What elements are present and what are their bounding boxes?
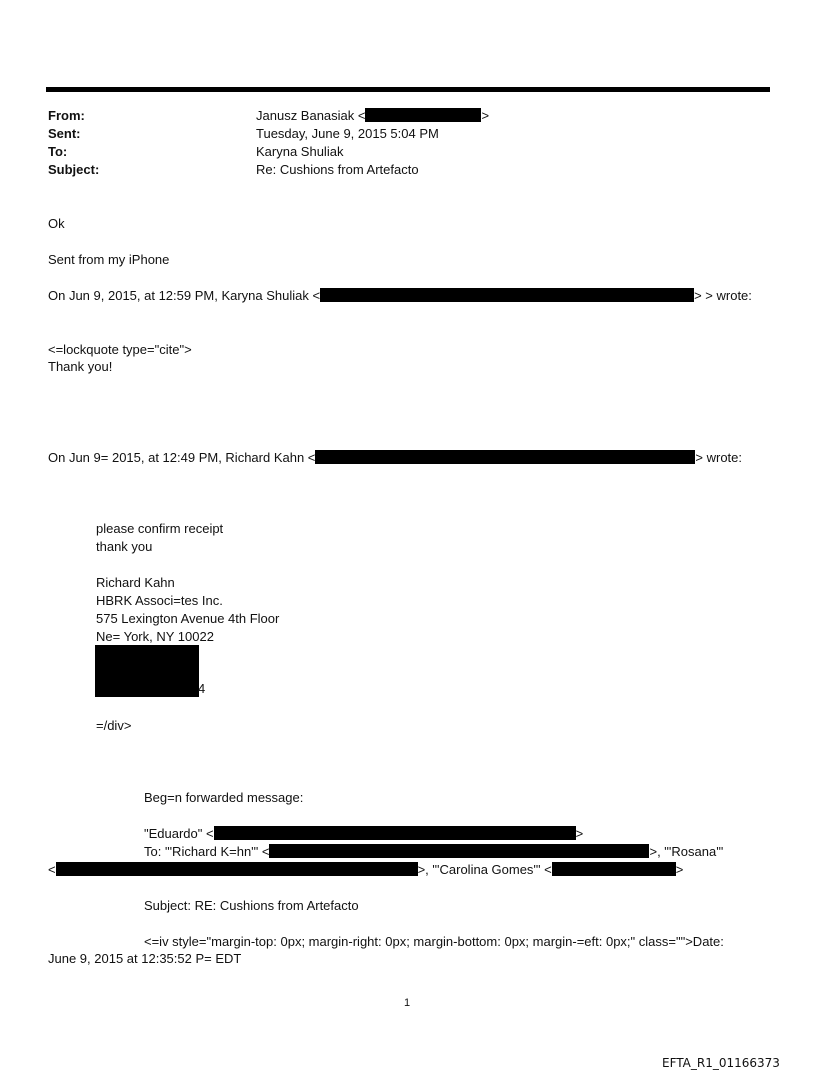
forwarded-to-continued — [48, 861, 683, 879]
subject-value: Re: Cushions from Artefacto — [256, 162, 419, 177]
redaction-bar — [320, 288, 694, 302]
forwarded-to-continued-tail: > — [675, 862, 684, 877]
from-name: Janusz Banasiak < — [256, 108, 366, 123]
redaction-bar — [365, 108, 481, 122]
bates-number: EFTA_R1_01166373 — [662, 1056, 780, 1070]
forwarded-from — [144, 825, 583, 843]
from-value — [256, 107, 489, 125]
to-label: To: — [48, 144, 68, 159]
redaction-bar — [214, 826, 576, 840]
div-close-tag: =/div> — [96, 718, 132, 733]
forwarded-div-line-2: June 9, 2015 at 12:35:52 P= EDT — [48, 951, 242, 966]
forwarded-from-name: "Eduardo" < — [144, 826, 214, 841]
thanks-text: Thank you! — [48, 359, 113, 374]
header-rule — [46, 87, 770, 92]
quote-header-2-prefix: On Jun 9= 2015, at 12:49 PM, Richard Kahn < — [48, 450, 316, 465]
sent-value: Tuesday, June 9, 2015 5:04 PM — [256, 126, 439, 141]
forwarded-div-line-1: <=iv style="margin-top: 0px; margin-right: 0px; margin-bottom: 0px; margin-=eft: 0px;" class="">Date: — [144, 934, 724, 949]
lockquote-tag: <=lockquote type="cite"> — [48, 342, 192, 357]
forwarded-subject: Subject: RE: Cushions from Artefacto — [144, 898, 359, 913]
signature-city: Ne= York, NY 10022 — [96, 629, 214, 644]
subject-label: Subject: — [48, 162, 100, 177]
sent-label: Sent: — [48, 126, 81, 141]
redaction-bar — [56, 862, 418, 876]
mobile-signature: Sent from my iPhone — [48, 252, 170, 267]
quote-header-2 — [48, 449, 742, 467]
reply-text: Ok — [48, 216, 65, 231]
confirm-text: please confirm receipt — [96, 521, 224, 536]
forwarded-header: Beg=n forwarded message: — [144, 790, 304, 805]
redaction-bar — [269, 844, 649, 858]
forwarded-to-continued-prefix: < — [48, 862, 56, 877]
quote-header-1-prefix: On Jun 9, 2015, at 12:59 PM, Karyna Shuliak < — [48, 288, 321, 303]
page-number: 1 — [404, 997, 411, 1009]
thank-you-text: thank you — [96, 539, 153, 554]
forwarded-to-continued-mid: >, "'Carolina Gomes'" < — [417, 862, 552, 877]
forwarded-to — [144, 843, 723, 861]
redaction-bar — [315, 450, 695, 464]
from-label: From: — [48, 108, 85, 123]
forwarded-from-tail: > — [575, 826, 584, 841]
redaction-bar — [552, 862, 676, 876]
redaction-block — [95, 645, 199, 697]
to-value: Karyna Shuliak — [256, 144, 344, 159]
signature-company: HBRK Associ=tes Inc. — [96, 593, 223, 608]
signature-address: 575 Lexington Avenue 4th Floor — [96, 611, 280, 626]
forwarded-to-prefix: To: "'Richard K=hn'" < — [144, 844, 270, 859]
from-tail: > — [481, 108, 490, 123]
quote-header-2-suffix: > wrote: — [695, 450, 743, 465]
redacted-tail: 4 — [198, 681, 206, 696]
signature-name: Richard Kahn — [96, 575, 175, 590]
forwarded-to-mid: >, "'Rosana'" — [649, 844, 724, 859]
quote-header-1 — [48, 287, 752, 305]
quote-header-1-suffix: > > wrote: — [694, 288, 752, 303]
